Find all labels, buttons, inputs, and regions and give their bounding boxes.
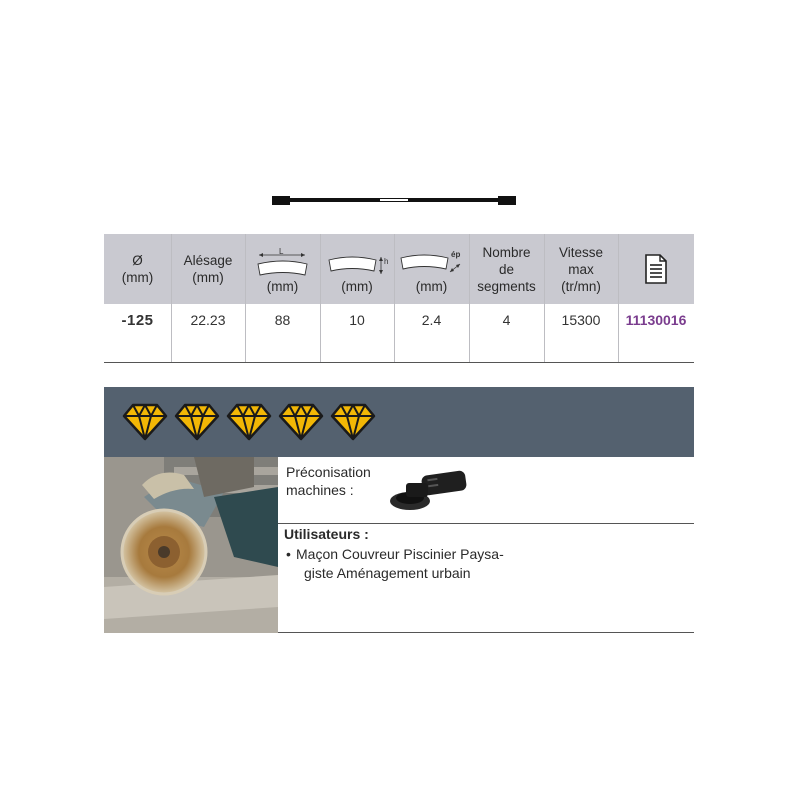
header-speed (544, 234, 618, 304)
header-reference (618, 234, 694, 304)
cell-reference-link[interactable]: 11130016 (625, 312, 687, 328)
angle-grinder-icon (388, 467, 470, 513)
cell-diameter: -125 (121, 311, 154, 329)
header-length-unit: (mm) (266, 279, 299, 294)
diamond-icon (278, 403, 324, 441)
diamond-icon (174, 403, 220, 441)
header-diameter-symbol: Ø (132, 253, 143, 268)
segment-thickness-icon (398, 246, 466, 278)
cell-length: 88 (274, 312, 291, 328)
header-speed-line1: Vitesse (558, 244, 604, 260)
header-segments-line1: Nombre (482, 244, 531, 260)
document-icon (644, 254, 668, 284)
cell-segments: 4 (502, 312, 511, 328)
diamond-icon (122, 403, 168, 441)
cell-speed: 15300 (561, 312, 601, 328)
cell-bore: 22.23 (190, 312, 226, 328)
machines-label-line1: Préconisation (286, 464, 371, 480)
cell-height: 10 (349, 312, 365, 328)
header-bore-unit: (mm) (192, 270, 224, 285)
disc-profile-icon (272, 193, 516, 207)
users-line2: giste Aménagement urbain (304, 565, 471, 581)
header-bore (171, 234, 245, 304)
cutting-disc-photo (104, 457, 278, 633)
machines-label (286, 463, 371, 499)
info-bottom-border (278, 632, 694, 633)
header-speed-line2: max (568, 261, 594, 277)
photo-illustration (104, 457, 278, 633)
thickness-letter: ép (450, 250, 460, 259)
length-letter: L (278, 247, 283, 256)
header-diameter (104, 234, 171, 304)
users-line1: Maçon Couvreur Piscinier Paysa- (296, 546, 504, 562)
header-speed-line3: (tr/mn) (561, 278, 601, 294)
header-height (320, 234, 394, 304)
info-panel (278, 457, 694, 633)
header-segments (469, 234, 544, 304)
users-list (286, 545, 504, 583)
header-segments-line2: de (498, 261, 515, 277)
header-bore-label: Alésage (183, 253, 233, 268)
header-height-unit: (mm) (341, 279, 373, 294)
info-divider (278, 523, 694, 524)
diamond-rating (122, 403, 376, 441)
header-length (245, 234, 320, 304)
header-diameter-unit: (mm) (121, 270, 154, 285)
header-thickness-unit: (mm) (415, 279, 448, 294)
diamond-icon (330, 403, 376, 441)
segment-height-icon (326, 248, 388, 278)
segment-length-icon (255, 248, 311, 278)
header-thickness (394, 234, 469, 304)
cell-thickness: 2.4 (421, 312, 442, 328)
machines-label-line2: machines : (286, 482, 354, 498)
users-label: Utilisateurs : (284, 526, 369, 542)
users-list-item: • Maçon Couvreur Piscinier Paysa- (286, 546, 504, 562)
rating-band (104, 387, 694, 457)
spec-table (104, 234, 694, 363)
diamond-icon (226, 403, 272, 441)
header-segments-line3: segments (477, 278, 536, 294)
height-letter: h (384, 257, 389, 266)
